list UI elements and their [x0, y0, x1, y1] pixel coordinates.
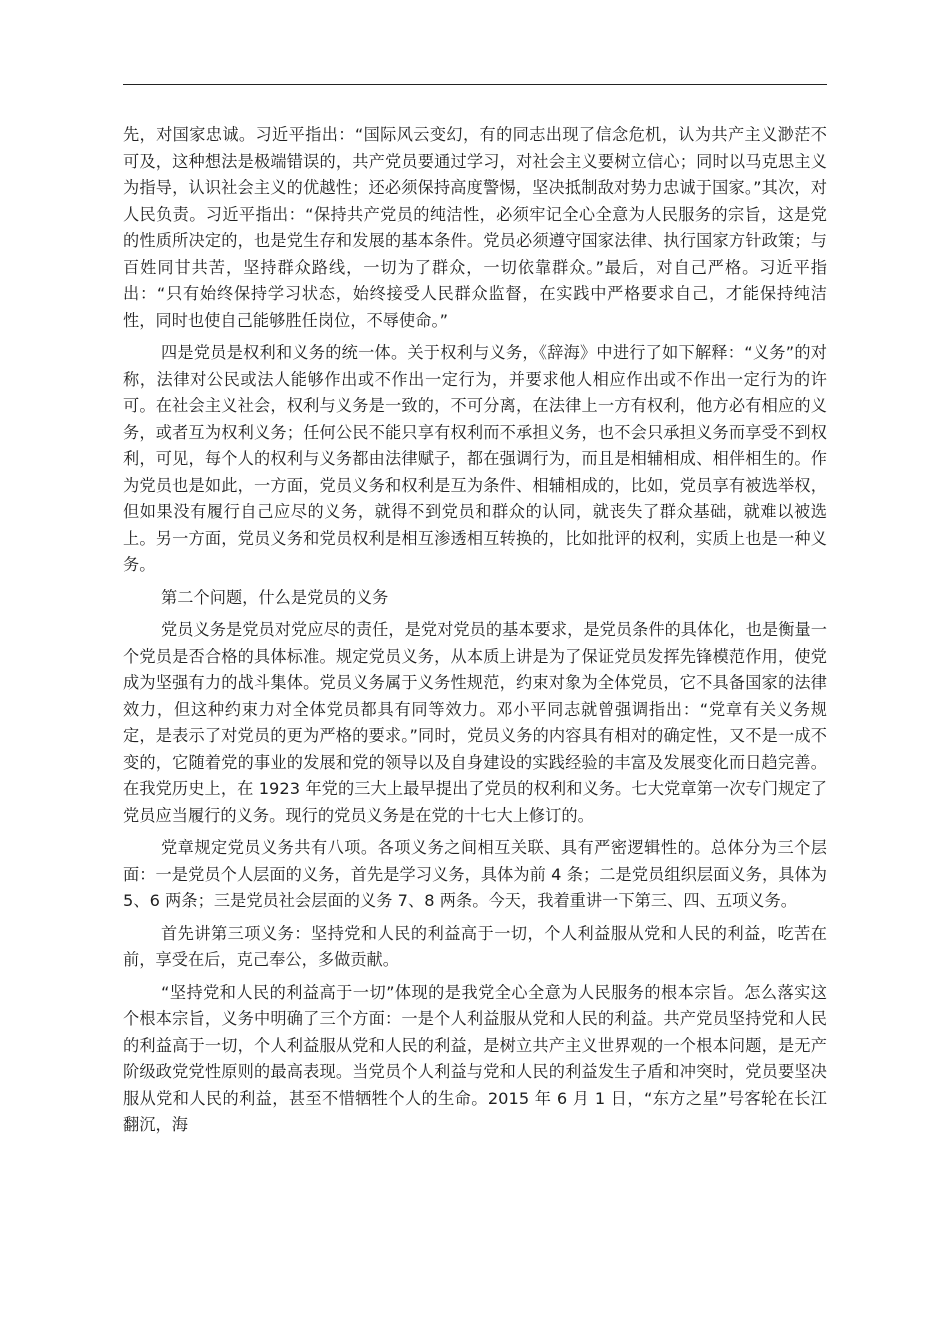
header-rule [123, 84, 827, 85]
paragraph-duty-definition: 党员义务是党员对党应尽的责任，是党对党员的基本要求，是党员条件的具体化，也是衡量一个党员是否合格的具体标准。规定党员义务，从本质上讲是为了保证党员发挥先锋模范作用，使党成为坚强有力的战斗集体。党员义务属于义务性规范，约束对象为全体党员，它不具备国家的法律效力，但这种约束力对全体党员都具有同等效力。邓小平同志就曾强调指出：“党章有关义务规定，是表示了对党员的更为严格的要求。”同时，党员义务的内容具有相对的确定性，又不是一成不变的，它随着党的事业的发展和党的领导以及自身建设的实践经验的丰富及发展变化而日趋完善。在我党历史上，在 1923 年党的三大上最早提出了党员的权利和义务。七大党章第一次专门规定了党员应当履行的义务。现行的党员义务是在党的十七大上修订的。 [123, 620, 827, 825]
paragraph-loyalty-continued: 先，对国家忠诚。习近平指出：“国际风云变幻，有的同志出现了信念危机，认为共产主义渺茫不可及，这种想法是极端错误的，共产党员要通过学习，对社会主义要树立信心；同时以马克思主义为指导，认识社会主义的优越性；还必须保持高度警惕，坚决抵制敌对势力忠诚于国家。”其次，对人民负责。习近平指出：“保持共产党员的纯洁性，必须牢记全心全意为人民服务的宗旨，这是党的性质所决定的，也是党生存和发展的基本条件。党员必须遵守国家法律、执行国家方针政策；与百姓同甘共苦，坚持群众路线，一切为了群众，一切依靠群众。”最后，对自己严格。习近平指出：“只有始终保持学习状态，始终接受人民群众监督，在实践中严格要求自己，才能保持纯洁性，同时也使自己能够胜任岗位，不辱使命。” [123, 125, 827, 330]
paragraph-people-interest: “坚持党和人民的利益高于一切”体现的是我党全心全意为人民服务的根本宗旨。怎么落实这个根本宗旨，义务中明确了三个方面：一是个人利益服从党和人民的利益。共产党员坚持党和人民的利益高于一切，个人利益服从党和人民的利益，是树立共产主义世界观的一个根本问题，是无产阶级政党党性原则的最高表现。当党员个人利益与党和人民的利益发生子盾和冲突时，党员要坚决服从党和人民的利益，甚至不惜牺牲个人的生命。2015 年 6 月 1 日，“东方之星”号客轮在长江翻沉，海 [123, 982, 827, 1134]
section-heading-second-question: 第二个问题，什么是党员的义务 [161, 587, 389, 607]
document-body [123, 122, 827, 1145]
paragraph-third-duty: 首先讲第三项义务：坚持党和人民的利益高于一切，个人利益服从党和人民的利益，吃苦在前，享受在后，克己奉公，多做贡献。 [123, 923, 827, 969]
paragraph-eight-duties: 党章规定党员义务共有八项。各项义务之间相互关联、具有严密逻辑性的。总体分为三个层面：一是党员个人层面的义务，首先是学习义务，具体为前 4 条；二是党员组织层面义务，具体为 5、6 两条；三是党员社会层面的义务 7、8 两条。今天，我着重讲一下第三、四、五项义务。 [123, 838, 827, 910]
paragraph-rights-and-duties: 四是党员是权利和义务的统一体。关于权利与义务，《辞海》中进行了如下解释：“义务”的对称，法律对公民或法人能够作出或不作出一定行为，并要求他人相应作出或不作出一定行为的许可。在社会主义社会，权利与义务是一致的，不可分离，在法律上一方有权利，他方必有相应的义务，或者互为权利义务；任何公民不能只享有权利而不承担义务，也不会只承担义务而享受不到权利，可见，每个人的权利与义务都由法律赋子，都在强调行为，而且是相辅相成、相伴相生的。作为党员也是如此，一方面，党员义务和权利是互为条件、相辅相成的，比如，党员享有被选举权，但如果没有履行自己应尽的义务，就得不到党员和群众的认同，就丧失了群众基础，就难以被选上。另一方面，党员义务和党员权利是相互渗透相互转换的，比如批评的权利，实质上也是一种义务。 [123, 343, 827, 574]
